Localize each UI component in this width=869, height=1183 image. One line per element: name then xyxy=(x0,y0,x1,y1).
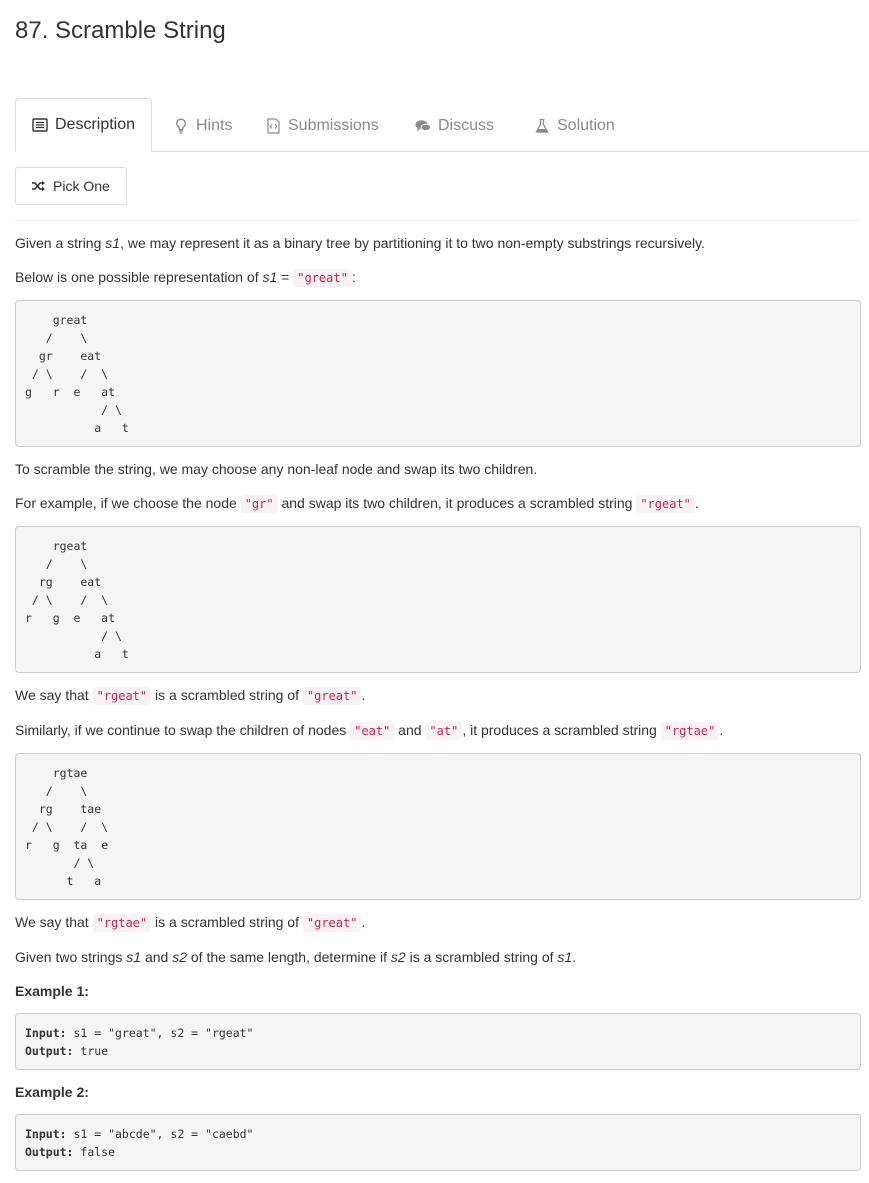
paragraph: Below is one possible representation of s1 = "great" : xyxy=(15,269,356,285)
output-value: true xyxy=(73,1044,109,1058)
output-label: Output: xyxy=(25,1044,74,1058)
lightbulb-icon xyxy=(173,118,189,134)
inline-code: "rgeat" xyxy=(93,687,152,705)
tab-label: Solution xyxy=(557,116,615,134)
flask-icon xyxy=(534,118,550,134)
divider xyxy=(15,220,861,221)
pick-one-button[interactable] xyxy=(15,167,127,205)
input-value: s1 = "abcde", s2 = "caebd" xyxy=(66,1127,254,1141)
output-label: Output: xyxy=(25,1145,74,1159)
input-label: Input: xyxy=(25,1127,67,1141)
inline-code: "great" xyxy=(293,269,352,287)
pick-one-label: Pick One xyxy=(53,178,110,194)
paragraph: We say that "rgtae" is a scrambled string of "great" . xyxy=(15,914,366,930)
shuffle-icon xyxy=(31,180,46,192)
output-value: false xyxy=(73,1145,116,1159)
input-label: Input: xyxy=(25,1026,67,1040)
tab-solution[interactable] xyxy=(534,99,615,152)
paragraph: To scramble the string, we may choose any non-leaf node and swap its two children. xyxy=(15,461,538,477)
tab-label: Submissions xyxy=(288,116,379,134)
inline-code: "rgtae" xyxy=(661,722,720,740)
tree-diagram: rgtae / \ rg tae / \ / \ r g ta e / \ t a xyxy=(15,753,861,900)
tab-hints[interactable] xyxy=(173,99,232,152)
inline-code: "at" xyxy=(425,722,462,740)
example-2-block xyxy=(15,1114,861,1171)
paragraph: Given two strings s1 and s2 of the same length, determine if s2 is a scrambled string of s1. xyxy=(15,949,577,965)
paragraph: We say that "rgeat" is a scrambled string of "great" . xyxy=(15,687,366,703)
input-value: s1 = "great", s2 = "rgeat" xyxy=(66,1026,254,1040)
tree-diagram: great / \ gr eat / \ / \ g r e at / \ a t xyxy=(15,300,861,447)
tab-label: Description xyxy=(55,116,136,133)
paragraph: For example, if we choose the node "gr" and swap its two children, it produces a scrambled string "rgeat" . xyxy=(15,495,699,511)
description-icon xyxy=(32,117,48,133)
paragraph: Given a string s1, we may represent it as a binary tree by partitioning it to two non-empty substrings recursively. xyxy=(15,235,705,251)
code-file-icon xyxy=(265,118,281,134)
example-2-heading: Example 2: xyxy=(15,1084,89,1100)
paragraph: Similarly, if we continue to swap the children of nodes "eat" and "at" , it produces a scrambled string "rgtae" . xyxy=(15,722,724,738)
tab-bar xyxy=(15,99,869,152)
tab-discuss[interactable] xyxy=(415,99,494,152)
tab-label: Discuss xyxy=(438,116,495,134)
inline-code: "rgeat" xyxy=(636,495,695,513)
chat-icon xyxy=(415,118,431,134)
inline-code: "eat" xyxy=(350,722,394,740)
page-title: 87. Scramble String xyxy=(15,17,226,44)
tab-label: Hints xyxy=(196,116,233,134)
inline-code: "rgtae" xyxy=(93,914,152,932)
tab-description[interactable] xyxy=(15,98,152,152)
tab-submissions[interactable] xyxy=(265,99,379,152)
inline-code: "great" xyxy=(303,914,362,932)
tree-diagram: rgeat / \ rg eat / \ / \ r g e at / \ a t xyxy=(15,526,861,673)
example-1-heading: Example 1: xyxy=(15,983,89,999)
example-1-block xyxy=(15,1013,861,1070)
inline-code: "gr" xyxy=(241,495,278,513)
inline-code: "great" xyxy=(303,687,362,705)
